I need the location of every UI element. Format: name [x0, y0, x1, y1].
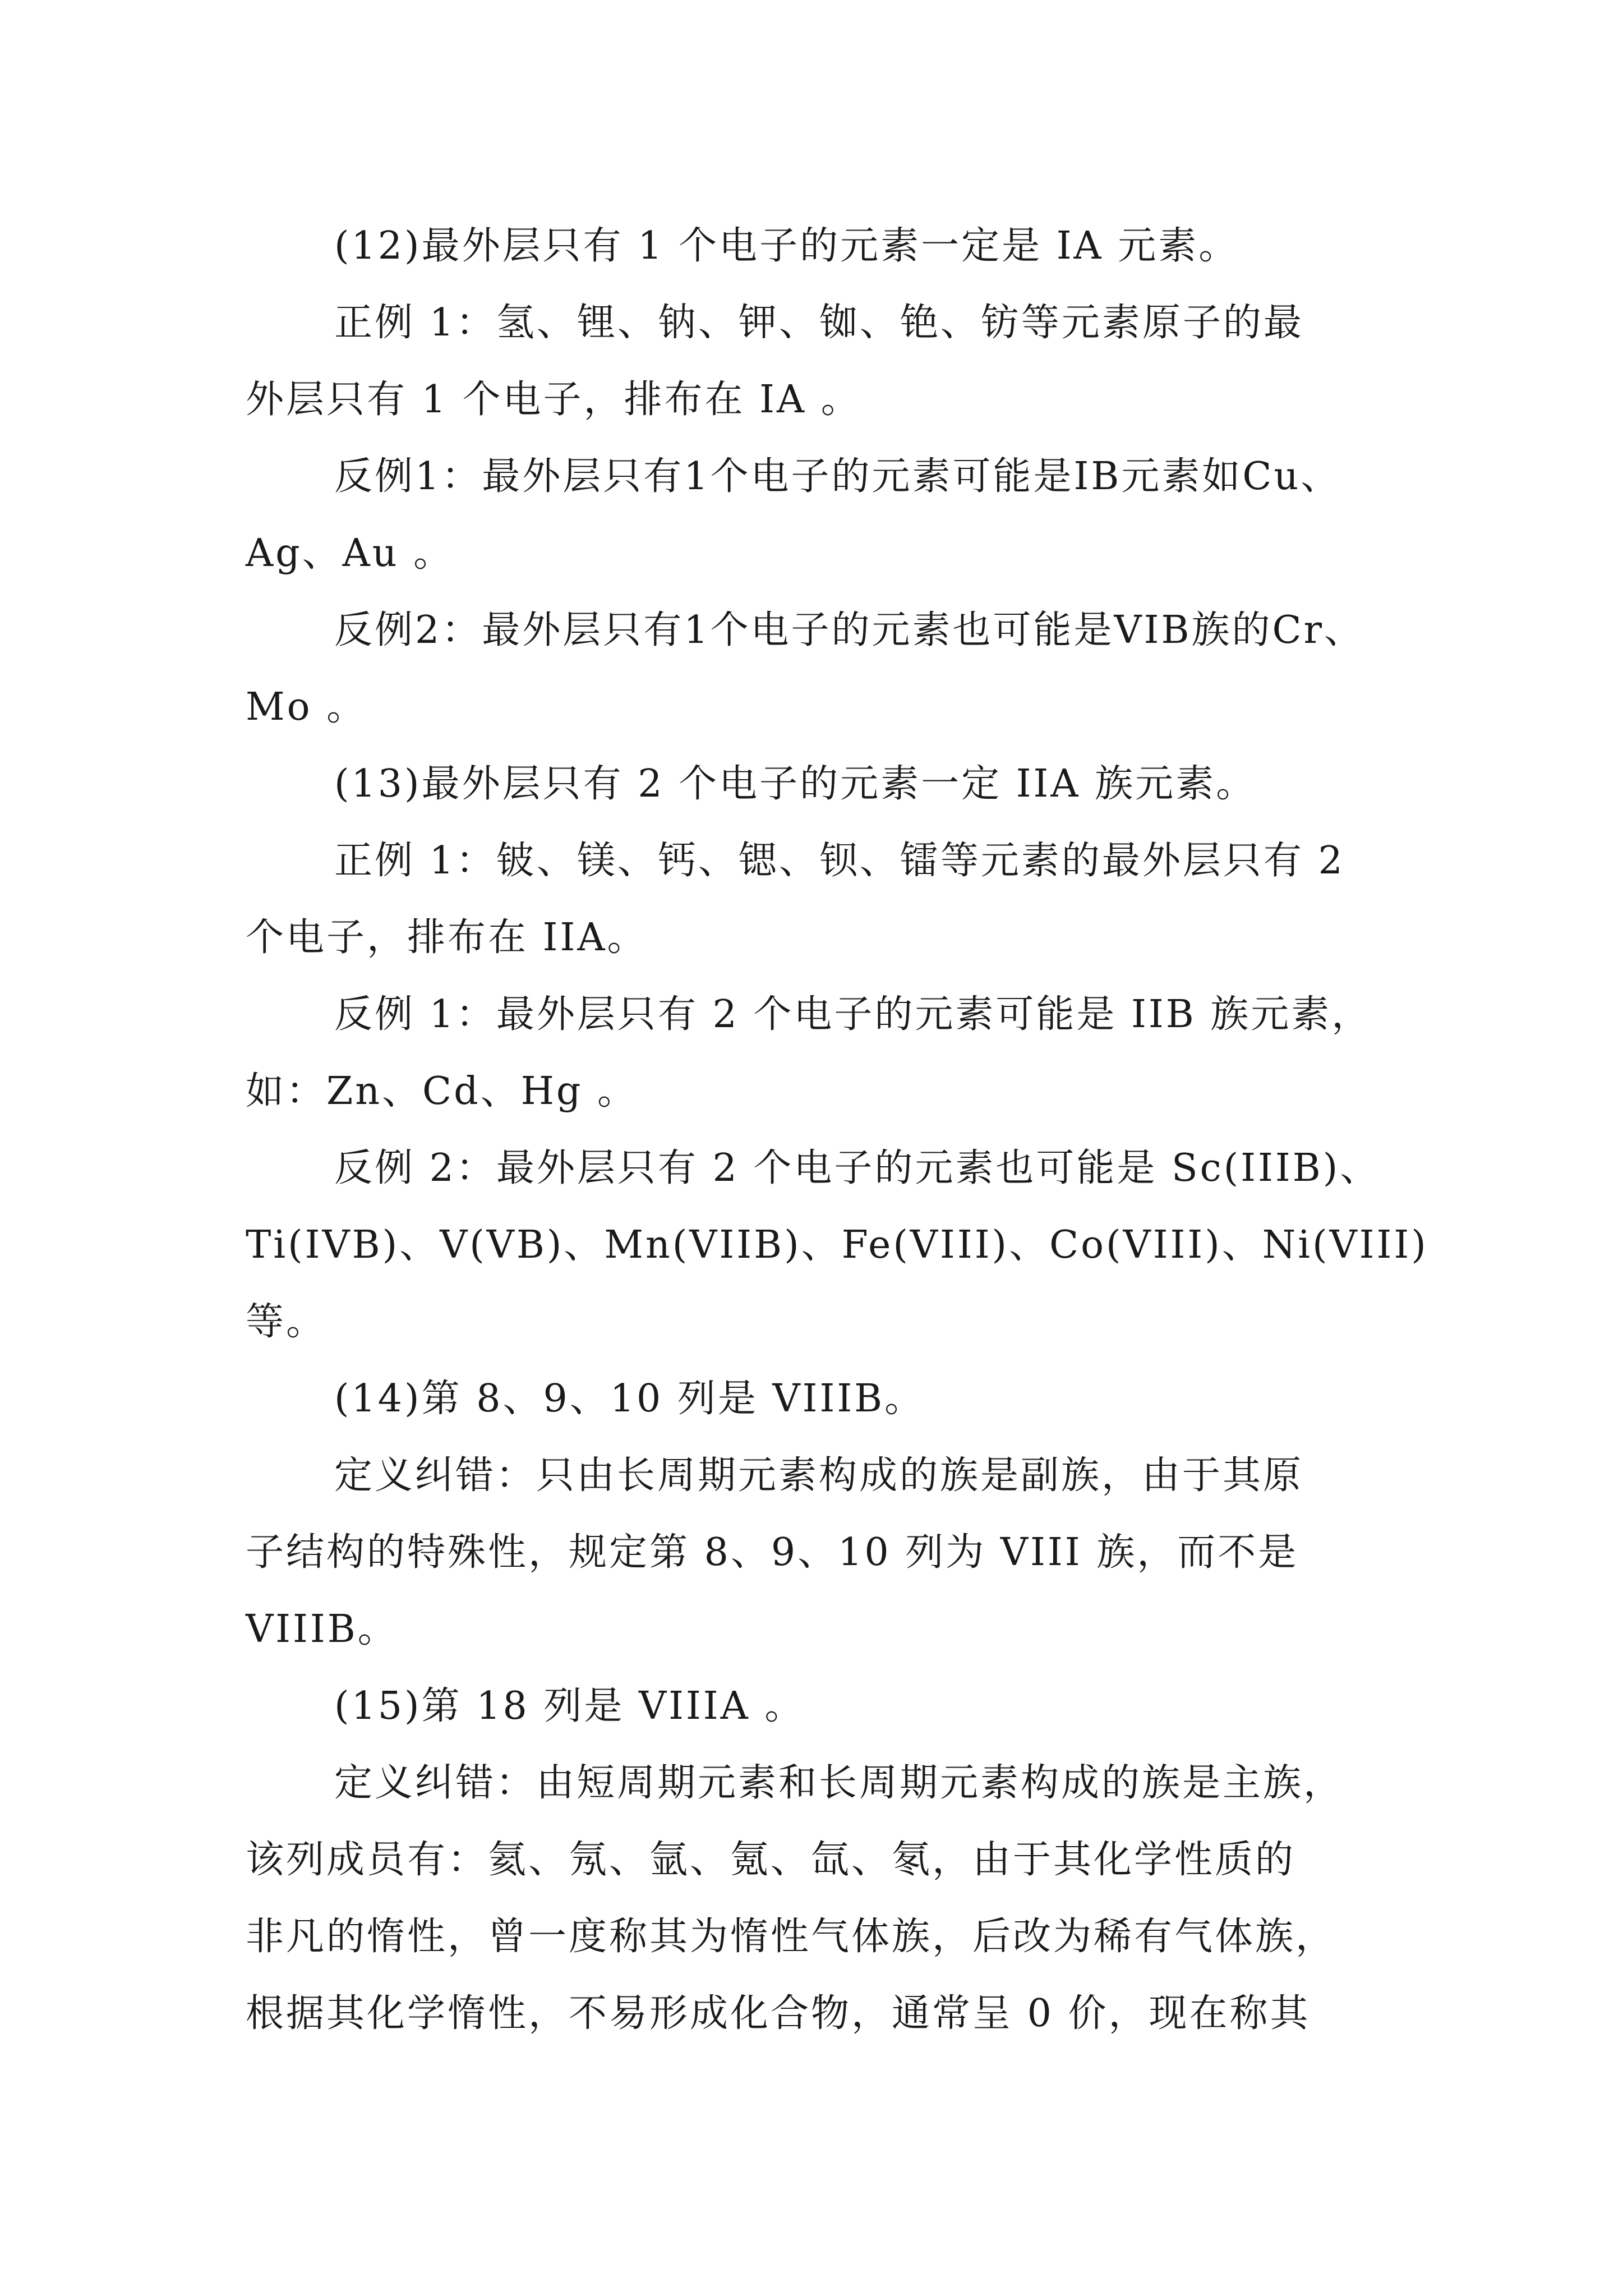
item-12-counter-example-1: 反例1：最外层只有1个电子的元素可能是IB元素如Cu、	[334, 454, 1341, 499]
item-13-positive-example-1: 正例 1：铍、镁、钙、锶、钡、镭等元素的最外层只有 2	[334, 839, 1345, 883]
item-13-heading: (13)最外层只有 2 个电子的元素一定 IIA 族元素。	[334, 762, 1257, 806]
item-13-counter-example-2: 反例 2：最外层只有 2 个电子的元素也可能是 Sc(IIIB)、	[334, 1146, 1381, 1190]
item-14-correction-cont: 子结构的特殊性，规定第 8、9、10 列为 VIII 族，而不是	[246, 1530, 1299, 1575]
item-12-positive-example-1: 正例 1：氢、锂、钠、钾、铷、铯、钫等元素原子的最	[334, 301, 1304, 345]
item-13-counter-example-2-cont: Ti(IVB)、V(VB)、Mn(VIIB)、Fe(VIII)、Co(VIII)、Ni(VIII)	[246, 1223, 1428, 1267]
item-13-counter-example-1: 反例 1：最外层只有 2 个电子的元素可能是 IIB 族元素，	[334, 992, 1372, 1037]
item-12-counter-example-1-cont: Ag、Au 。	[246, 531, 454, 576]
item-13-positive-example-1-cont: 个电子，排布在 IIA。	[246, 915, 648, 960]
item-13-counter-example-2-end: 等。	[246, 1300, 327, 1344]
item-15-correction: 定义纠错：由短周期元素和长周期元素构成的族是主族，	[334, 1761, 1344, 1805]
item-14-correction-end: VIIIB。	[246, 1607, 398, 1651]
item-12-positive-example-1-cont: 外层只有 1 个电子，排布在 IA 。	[246, 378, 861, 422]
item-12-counter-example-2: 反例2：最外层只有1个电子的元素也可能是VIB族的Cr、	[334, 608, 1365, 652]
item-15-correction-cont-2: 非凡的惰性，曾一度称其为惰性气体族，后改为稀有气体族，	[246, 1915, 1336, 1959]
item-14-heading: (14)第 8、9、10 列是 VIIIB。	[334, 1377, 925, 1421]
item-15-heading: (15)第 18 列是 VIIIA 。	[334, 1684, 805, 1728]
item-13-counter-example-1-cont: 如：Zn、Cd、Hg 。	[246, 1069, 638, 1114]
item-15-correction-cont-3: 根据其化学惰性，不易形成化合物，通常呈 0 价，现在称其	[246, 1991, 1311, 2036]
item-12-heading: (12)最外层只有 1 个电子的元素一定是 IA 元素。	[334, 224, 1239, 268]
document-body	[246, 208, 1428, 2052]
item-12-counter-example-2-cont: Mo 。	[246, 685, 367, 729]
item-15-correction-cont-1: 该列成员有：氦、氖、氩、氪、氙、氡，由于其化学性质的	[246, 1838, 1296, 1882]
item-14-correction: 定义纠错：只由长周期元素构成的族是副族，由于其原	[334, 1453, 1304, 1498]
